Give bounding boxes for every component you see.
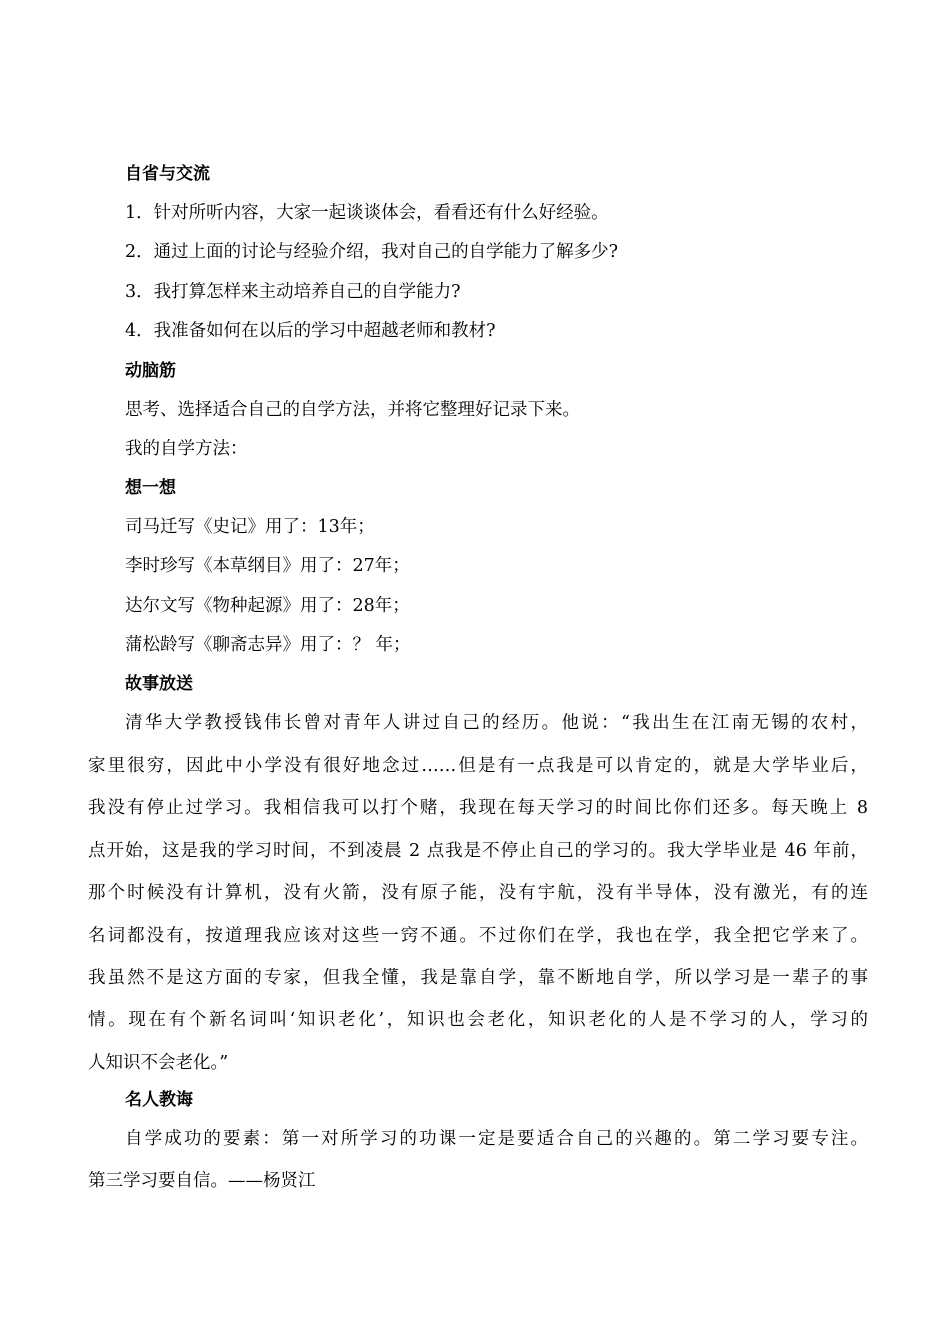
paragraph-line: 清华大学教授钱伟长曾对青年人讲过自己的经历。他说：“我出生在江南无锡的农村， [125,713,868,733]
list-item: 4．我准备如何在以后的学习中超越老师和教材? [125,321,496,341]
paragraph-line: 思考、选择适合自己的自学方法，并将它整理好记录下来。 [125,400,580,420]
section-heading-quote: 名人教诲 [125,1090,193,1110]
paragraph-line: 情。现在有个新名词叫‘知识老化’，知识也会老化，知识老化的人是不学习的人，学习的 [88,1010,868,1030]
list-item: 司马迁写《史记》用了：13年； [125,517,375,537]
paragraph-line: 点开始，这是我的学习时间，不到凌晨 2 点我是不停止自己的学习的。我大学毕业是 46 年前， [88,841,868,861]
section-heading-reflection: 自省与交流 [125,164,210,184]
paragraph-line: 家里很穷，因此中小学没有很好地念过……但是有一点我是可以肯定的，就是大学毕业后， [88,756,868,776]
section-heading-brainstorm: 动脑筋 [125,361,176,381]
paragraph-line: 人知识不会老化。” [88,1053,229,1073]
list-item: 1．针对所听内容，大家一起谈谈体会，看看还有什么好经验。 [125,203,609,223]
list-item: 3．我打算怎样来主动培养自己的自学能力? [125,282,461,302]
list-item: 达尔文写《物种起源》用了：28年； [125,596,410,616]
paragraph-line: 第三学习要自信。——杨贤江 [88,1171,316,1191]
paragraph-line: 自学成功的要素：第一对所学习的功课一定是要适合自己的兴趣的。第二学习要专注。 [125,1129,868,1149]
section-heading-story: 故事放送 [125,674,193,694]
paragraph-line: 我虽然不是这方面的专家，但我全懂，我是靠自学，靠不断地自学，所以学习是一辈子的事 [88,968,868,988]
paragraph-line: 我的自学方法： [125,439,248,459]
paragraph-line: 名词都没有，按道理我应该对这些一窍不通。不过你们在学，我也在学，我全把它学来了。 [88,926,868,946]
list-item: 蒲松龄写《聊斋志异》用了：？ 年； [125,635,411,655]
list-item: 2．通过上面的讨论与经验介绍，我对自己的自学能力了解多少? [125,242,619,262]
paragraph-line: 那个时候没有计算机，没有火箭，没有原子能，没有宇航，没有半导体，没有激光，有的连 [88,883,868,903]
list-item: 李时珍写《本草纲目》用了：27年； [125,556,410,576]
section-heading-think: 想一想 [125,478,176,498]
paragraph-line: 我没有停止过学习。我相信我可以打个赌，我现在每天学习的时间比你们还多。每天晚上 8 [88,798,868,818]
